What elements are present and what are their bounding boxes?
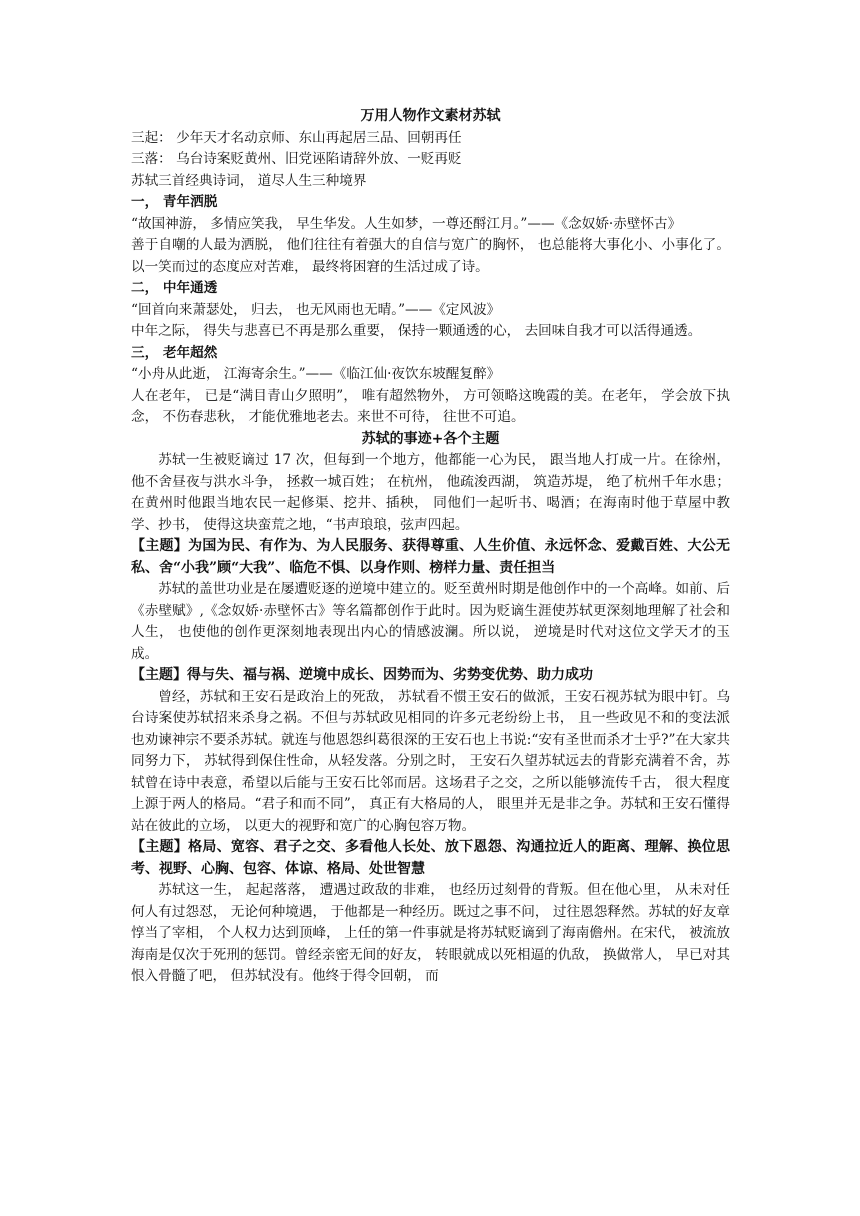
topic-line-2: 【主题】得与失、福与祸、逆境中成长、因势而为、劣势变优势、助力成功 (131, 667, 593, 683)
topic-line-3: 【主题】格局、宽容、君子之交、多看他人长处、放下恩怨、沟通拉近人的距离、理解、换位思考、视野、心胸、包容、体谅、格局、处世智慧 (131, 839, 730, 877)
section-text-middle-age: 中年之际， 得失与悲喜已不再是那么重要， 保持一颗通透的心， 去回味自我才可以活得通透。 (131, 323, 702, 339)
section-heading-middle-age: 二， 中年通透 (131, 280, 218, 296)
section-quote-old-age: “小舟从此逝， 江海寄余生。”——《临江仙·夜饮东坡醒复醉》 (131, 366, 501, 382)
document-body (131, 106, 730, 988)
paragraph-forgiveness: 苏轼这一生， 起起落落， 遭遇过政敌的非难， 也经历过刻骨的背叛。但在他心里， 从未对任何人有过怨怼， 无论何种境遇， 于他都是一种经历。既过之事不问， 过往恩怨释然。苏轼的好友章惇当了宰相， 个人权力达到顶峰， 上任的第一件事就是将苏轼贬谪到了海南儋州。在宋代， 被流放海南是仅次于死刑的惩罚。曾经亲密无间的好友， 转眼就成以死相逼的仇敌， 换做常人， 早已对其恨入骨髓了吧， 但苏轼没有。他终于得令回朝， 而 (131, 882, 730, 984)
section-quote-middle-age: “回首向来萧瑟处， 归去， 也无风雨也无晴。”——《定风波》 (131, 301, 501, 318)
paragraph-wang-anshi: 曾经，苏轼和王安石是政治上的死敌， 苏轼看不惯王安石的做派，王安石视苏轼为眼中钉。乌台诗案使苏轼招来杀身之祸。不但与苏轼政见相同的许多元老纷纷上书， 且一些政见不和的变法派也劝谏神宗不要杀苏轼。就连与他恩怨纠葛很深的王安石也上书说:“安有圣世而杀才士乎?”在大家共同努力下， 苏轼得到保住性命，从轻发落。分别之时， 王安石久望苏轼远去的背影充满着不舍，苏轼曾在诗中表意，希望以后能与王安石比邻而居。这场君子之交，之所以能够流传千古， 很大程度上源于两人的格局。“君子和而不同”， 真正有大格局的人， 眼里并无是非之争。苏轼和王安石懂得站在彼此的立场， 以更大的视野和宽广的心胸包容万物。 (131, 688, 730, 834)
section-subtitle: 苏轼的事迹+各个主题 (361, 430, 500, 447)
intro-line-rises: 三起： 少年天才名动京师、东山再起居三品、回朝再任 (131, 129, 462, 146)
section-heading-youth: 一， 青年洒脱 (131, 194, 218, 210)
paragraph-adversity: 苏轼的盖世功业是在屡遭贬逐的逆境中建立的。贬至黄州时期是他创作中的一个高峰。如前、后《赤壁赋》,《念奴娇·赤壁怀古》等名篇都创作于此时。因为贬谪生涯使苏轼更深刻地理解了社会和人生， 也使他的创作更深刻地表现出内心的情感波澜。所以说， 逆境是时代对这位文学天才的玉成。 (131, 581, 730, 662)
section-text-youth: 善于自嘲的人最为洒脱， 他们往往有着强大的自信与宽广的胸怀， 也总能将大事化小、小事化了。以一笑而过的态度应对苦难， 最终将困窘的生活过成了诗。 (131, 237, 730, 275)
section-text-old-age: 人在老年， 已是“满目青山夕照明”， 唯有超然物外， 方可领略这晚霞的美。在老年， 学会放下执念， 不伤春悲秋， 才能优雅地老去。来世不可待， 往世不可追。 (131, 387, 730, 425)
topic-line-1: 【主题】为国为民、有作为、为人民服务、获得尊重、人生价值、永远怀念、爱戴百姓、大公无私、舍“小我”顾“大我”、临危不惧、以身作则、榜样力量、责任担当 (131, 538, 730, 576)
intro-line-falls: 三落： 乌台诗案贬黄州、旧党诬陷请辞外放、一贬再贬 (131, 151, 462, 167)
section-quote-youth: “故国神游， 多情应笑我， 早生华发。人生如梦，一尊还酹江月。”——《念奴娇·赤壁怀古》 (131, 215, 682, 232)
intro-line-poems: 苏轼三首经典诗词， 道尽人生三种境界 (131, 172, 367, 189)
paragraph-exile-deeds: 苏轼一生被贬谪过 17 次，但每到一个地方，他都能一心为民， 跟当地人打成一片。在徐州， 他不舍昼夜与洪水斗争， 拯救一城百姓； 在杭州， 他疏浚西湖， 筑造苏堤， 绝了杭州千年水患； 在黄州时他跟当地农民一起修渠、挖井、插秧， 同他们一起听书、喝酒；在海南时他于草屋中教学、抄书， 使得这块蛮荒之地，“书声琅琅，弦声四起。 (131, 452, 730, 533)
section-heading-old-age: 三， 老年超然 (131, 344, 218, 361)
document-title: 万用人物作文素材苏轼 (360, 108, 501, 124)
